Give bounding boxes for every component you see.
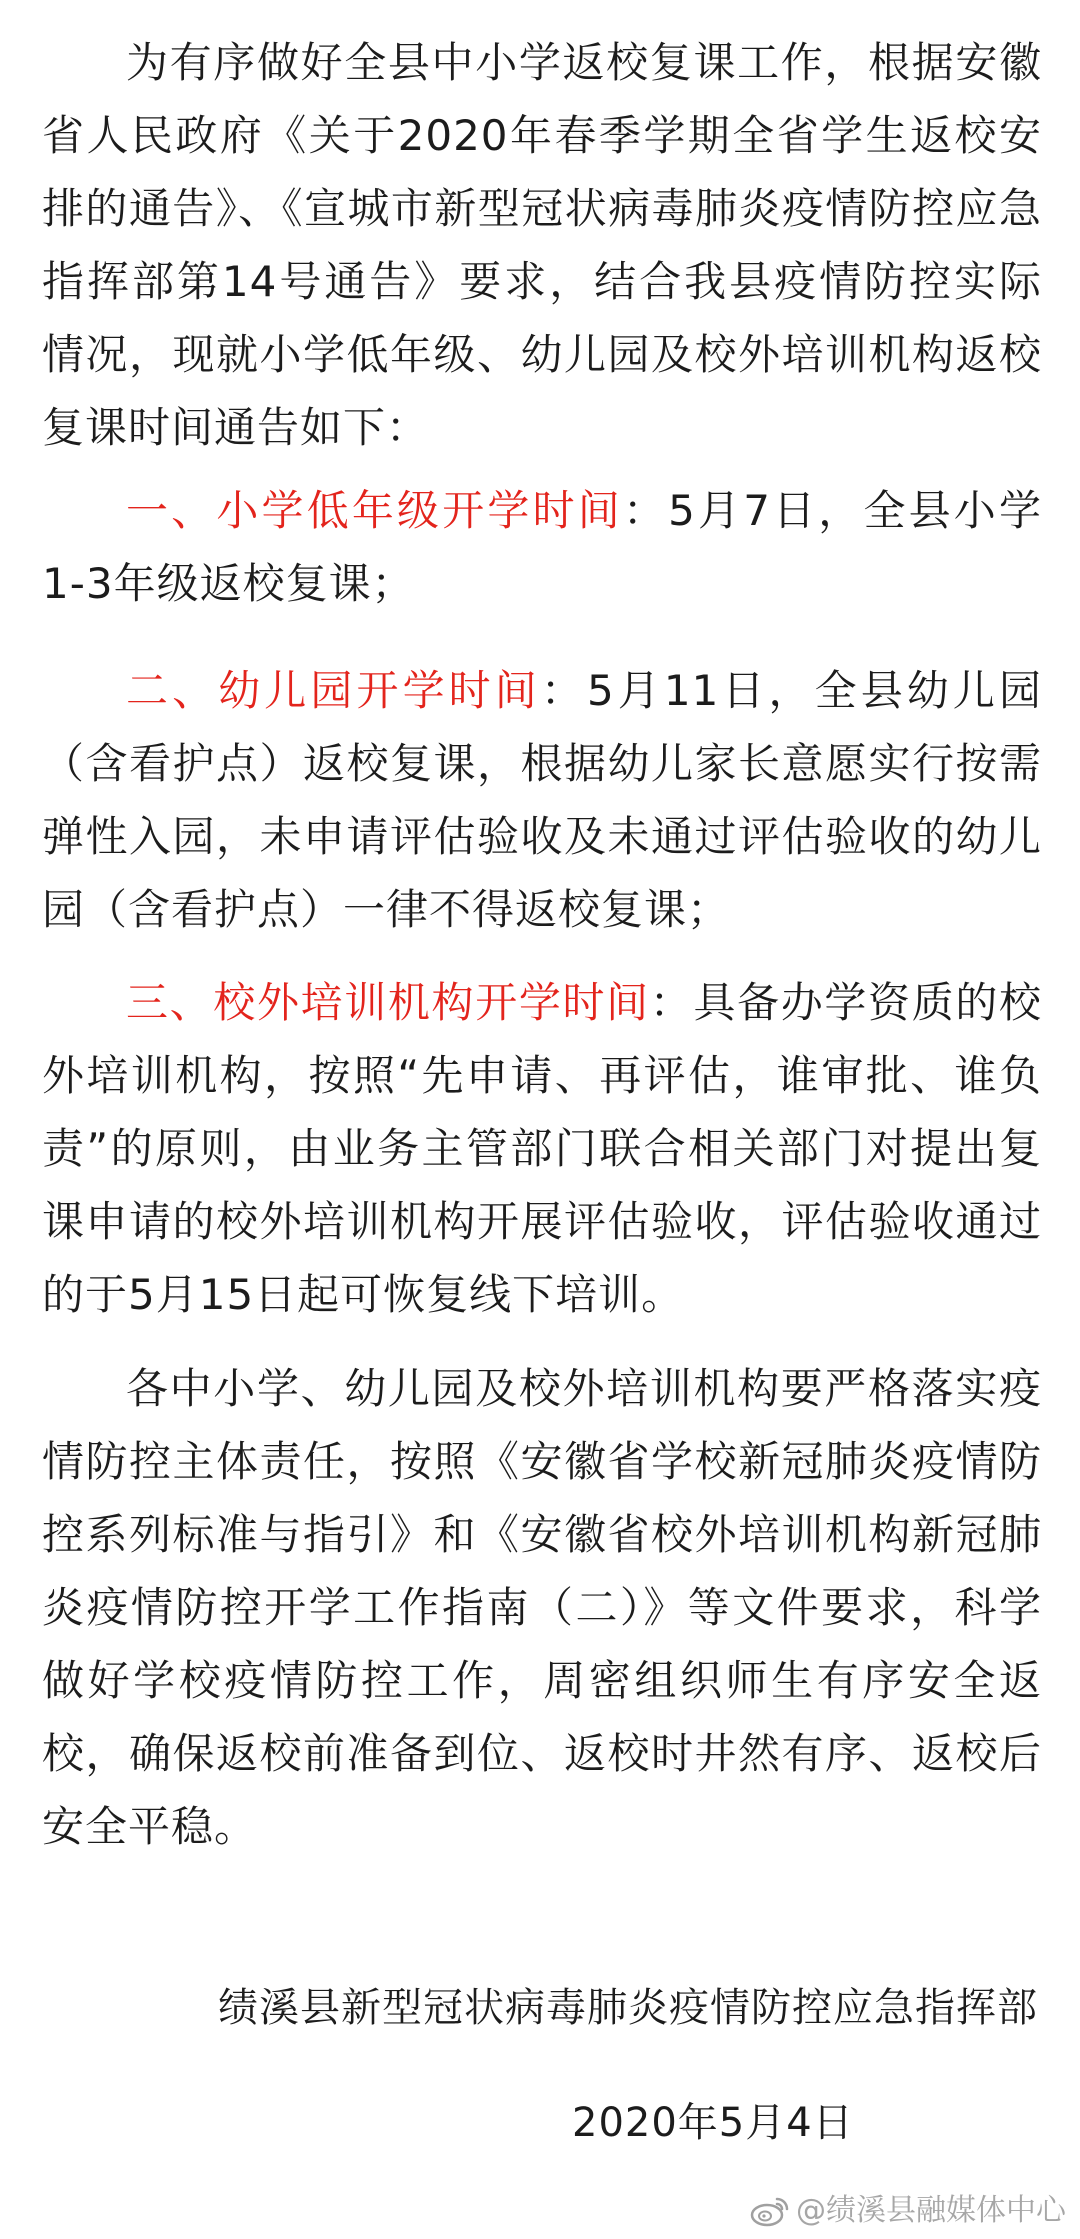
watermark-text: @绩溪县融媒体中心 [796,2193,1066,2228]
section-3-body: ：具备办学资质的校外培训机构，按照“先申请、再评估，谁审批、谁负责”的原则，由业务主管部门联合相关部门对提出复课申请的校外培训机构开展评估验收，评估验收通过的于5月15日起可恢复线下培训。 [42,978,1042,1319]
section-2-heading: 二、幼儿园开学时间 [126,666,541,715]
issuer-signature: 绩溪县新型冠状病毒肺炎疫情防控应急指挥部 [218,1985,1038,2031]
weibo-icon [750,2195,790,2227]
weibo-watermark [750,2191,1066,2231]
section-1-body: ：5月7日，全县小学1-3年级返校复课； [42,486,1042,608]
section-1-paragraph [42,474,1042,620]
section-2-body: ：5月11日，全县幼儿园（含看护点）返校复课，根据幼儿家长意愿实行按需弹性入园，未申请评估验收及未通过评估验收的幼儿园（含看护点）一律不得返校复课； [42,666,1042,934]
section-3-heading: 三、校外培训机构开学时间 [126,978,650,1027]
closing-paragraph: 各中小学、幼儿园及校外培训机构要严格落实疫情防控主体责任，按照《安徽省学校新冠肺炎疫情防控系列标准与指引》和《安徽省校外培训机构新冠肺炎疫情防控开学工作指南（二）》等文件要求，科学做好学校疫情防控工作，周密组织师生有序安全返校，确保返校前准备到位、返校时井然有序、返校后安全平稳。 [42,1364,1042,1851]
section-3-paragraph [42,966,1042,1331]
intro-paragraph: 为有序做好全县中小学返校复课工作，根据安徽省人民政府《关于2020年春季学期全省学生返校安排的通告》、《宣城市新型冠状病毒肺炎疫情防控应急指挥部第14号通告》要求，结合我县疫情防控实际情况，现就小学低年级、幼儿园及校外培训机构返校复课时间通告如下： [42,38,1042,452]
issue-date: 2020年5月4日 [572,2100,854,2146]
section-2-paragraph [42,654,1042,946]
section-1-heading: 一、小学低年级开学时间 [126,486,623,535]
